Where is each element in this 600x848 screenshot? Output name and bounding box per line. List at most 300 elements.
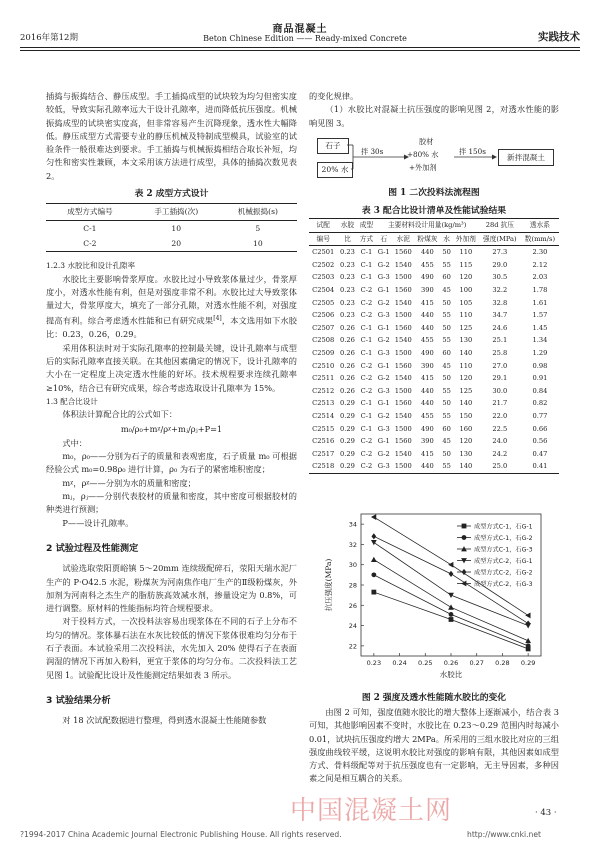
journal-title-cn: 商品混凝土 bbox=[272, 24, 328, 35]
table3-cell: 0.23 bbox=[339, 311, 355, 320]
table3-cell: C-2 bbox=[360, 361, 373, 370]
figure2-caption: 图 2 强度及透水性能随水胶比的变化 bbox=[361, 693, 507, 703]
table-row bbox=[309, 322, 559, 335]
table3-header: 方式 bbox=[359, 234, 374, 243]
table3-cell: 50 bbox=[442, 298, 451, 307]
y-tick-label: 22 bbox=[348, 642, 357, 651]
table3-cell: 110 bbox=[459, 311, 473, 320]
table3-cell: 55 bbox=[442, 260, 451, 269]
table3-cell: 32.2 bbox=[492, 285, 508, 294]
table3-cell: 1.61 bbox=[532, 298, 548, 307]
table3-cell: C2517 bbox=[312, 449, 335, 458]
table3-cell: 50 bbox=[442, 399, 451, 408]
table3-cell: C-2 bbox=[360, 285, 373, 294]
table3-cell: 415 bbox=[421, 298, 434, 307]
table3-cell: G-2 bbox=[377, 449, 390, 458]
legend-marker bbox=[462, 535, 467, 540]
table3-cell: 29.0 bbox=[492, 260, 508, 269]
left-column bbox=[46, 90, 297, 728]
table3-cell: 55 bbox=[442, 311, 451, 320]
table3-cell: G-1 bbox=[377, 323, 390, 332]
table3-cell: 25.0 bbox=[492, 462, 508, 471]
table3-header: 外加剂 bbox=[455, 234, 476, 243]
table3-header: 主要材料设计用量(kg/m³) bbox=[376, 219, 479, 233]
table3-cell: G-1 bbox=[377, 437, 390, 446]
table3-cell: 140 bbox=[459, 462, 473, 471]
table3-cell: 1.29 bbox=[532, 348, 548, 357]
table2-cell: 5 bbox=[255, 223, 261, 233]
table2-cell: C-1 bbox=[83, 223, 97, 233]
paragraph: 体积法计算配合比的公式如下： bbox=[62, 409, 178, 420]
table3-cell: 0.29 bbox=[339, 449, 355, 458]
table2-cell: 10 bbox=[253, 238, 263, 248]
table3-header: 粉煤灰 bbox=[417, 234, 438, 243]
table3-cell: 0.26 bbox=[339, 386, 355, 395]
table3-header: 石 bbox=[380, 234, 388, 243]
right-column-text bbox=[309, 90, 559, 130]
table2-header: 手工插捣(次) bbox=[154, 207, 199, 217]
arrow-label-30s: 拌 30s bbox=[361, 147, 384, 156]
binder-label: 胶材 bbox=[419, 137, 434, 146]
cnki-link[interactable]: http://www.cnki.net bbox=[467, 830, 541, 839]
table3-cell: 25.8 bbox=[492, 348, 508, 357]
paragraph: 插捣与振捣结合、静压成型。手工插捣成型的试块较为均匀但密实度较低，导致实际孔隙率远大于设计孔隙率，进而降低抗压强度。机械振捣成型的试块密实度高，但非常容易产生沉降现象，透水性大幅降低。静压成型方式需要专业的静压机械及特制成型模具，试验室的试验条件一般很难达到要求。手工插捣与机械振捣相结合取长补短，均匀性和密实性兼顾，本文采用该方法进行成型，具体的插捣次数见表 2。 bbox=[46, 91, 297, 181]
table3-header: 比 bbox=[344, 234, 351, 243]
table3-header: 28d 抗压 bbox=[485, 221, 514, 229]
table3-cell: C2509 bbox=[312, 348, 335, 357]
table3-cell: 1560 bbox=[394, 285, 412, 294]
table3-cell: 130 bbox=[459, 449, 473, 458]
table3-cell: 24.2 bbox=[492, 449, 508, 458]
table3-cell: C-1 bbox=[360, 399, 373, 408]
table3-header: 透水系 bbox=[529, 221, 550, 229]
table3-cell: 440 bbox=[421, 323, 434, 332]
table3-cell: 27.3 bbox=[492, 248, 508, 257]
table3-cell: 440 bbox=[421, 386, 434, 395]
y-tick-label: 30 bbox=[348, 561, 357, 570]
table3-cell: 45 bbox=[442, 285, 451, 294]
y-tick-label: 26 bbox=[348, 601, 357, 610]
table3-cell: 1500 bbox=[394, 311, 412, 320]
table3-cell: 1500 bbox=[394, 386, 412, 395]
legend-entry: 成型方式C-1，石G-3 bbox=[474, 546, 533, 554]
table3-header: 试配 bbox=[316, 221, 330, 229]
table3-cell: 1540 bbox=[394, 336, 412, 345]
fresh-concrete-box: 新拌混凝土 bbox=[498, 149, 554, 166]
table3-cell: 160 bbox=[459, 424, 473, 433]
table3-cell: 50 bbox=[442, 323, 451, 332]
watermark: 中国混凝土网 bbox=[290, 796, 453, 826]
x-tick-label: 0.28 bbox=[495, 659, 510, 667]
table3-cell: 29.1 bbox=[492, 374, 508, 383]
table3-cell: 0.29 bbox=[339, 462, 355, 471]
paragraph-text: ，本文选用如下水胶比：0.23，0.26，0.29。 bbox=[46, 316, 297, 340]
table3-cell: 0.91 bbox=[532, 374, 548, 383]
table3-cell: 0.29 bbox=[339, 437, 355, 446]
data-point bbox=[448, 604, 454, 609]
table3-cell: 45 bbox=[442, 437, 451, 446]
x-tick-label: 0.26 bbox=[443, 659, 459, 667]
table-row bbox=[309, 423, 559, 436]
table3-cell: 60 bbox=[442, 273, 451, 282]
right-column-bottom bbox=[309, 706, 559, 786]
paragraph: 式中： bbox=[62, 437, 87, 448]
arrow-label-150s: 拌 150s bbox=[459, 147, 486, 156]
y-tick-label: 34 bbox=[348, 520, 357, 529]
table3-cell: 2.30 bbox=[532, 248, 548, 257]
table-row bbox=[309, 334, 559, 347]
table3-cell: C-1 bbox=[360, 424, 373, 433]
table3-cell: C2504 bbox=[312, 285, 335, 294]
table3-cell: 455 bbox=[421, 260, 434, 269]
table3-cell: 0.23 bbox=[339, 248, 355, 257]
table3-header: 数(mm/s) bbox=[524, 234, 556, 243]
table3-cell: C-1 bbox=[360, 248, 373, 257]
data-point bbox=[448, 593, 454, 598]
table-row bbox=[309, 372, 559, 385]
table3-cell: 34.7 bbox=[492, 311, 508, 320]
table3-cell: C2510 bbox=[312, 361, 335, 370]
table3-cell: 0.56 bbox=[532, 437, 548, 446]
table3-cell: 1500 bbox=[394, 424, 412, 433]
table3-cell: 55 bbox=[442, 336, 451, 345]
table3-cell: 1.78 bbox=[532, 285, 548, 294]
table3-header: 强度(MPa) bbox=[483, 234, 517, 243]
table3-cell: G-3 bbox=[377, 273, 390, 282]
table3-cell: 455 bbox=[421, 336, 434, 345]
table3-cell: 22.0 bbox=[492, 411, 508, 420]
table3-cell: C2501 bbox=[312, 248, 335, 257]
subsection-heading: 1.2.3 水胶比和设计孔隙率 bbox=[46, 261, 135, 271]
table-row bbox=[309, 385, 559, 398]
data-point bbox=[525, 613, 530, 619]
table-row bbox=[309, 347, 559, 360]
table3-cell: 140 bbox=[459, 348, 473, 357]
legend-marker bbox=[462, 524, 467, 529]
table-row bbox=[309, 309, 559, 322]
table3-cell: C2514 bbox=[312, 411, 335, 420]
table3-cell: 0.23 bbox=[339, 298, 355, 307]
data-point bbox=[371, 590, 376, 595]
table3-cell: 1560 bbox=[394, 399, 412, 408]
y-tick-label: 32 bbox=[348, 540, 357, 549]
table-row bbox=[309, 460, 559, 473]
formula: m₀/ρ₀+mᵡ/ρᵡ+mⱼ/ρⱼ+P=1 bbox=[120, 423, 223, 434]
table3-cell: C-1 bbox=[360, 348, 373, 357]
table3-cell: C-1 bbox=[360, 336, 373, 345]
x-tick-label: 0.27 bbox=[469, 659, 484, 667]
table3-caption: 表 3 配合比设计清单及性能试验结果 bbox=[361, 206, 507, 216]
legend-entry: 成型方式C-2，石G-2 bbox=[474, 569, 533, 577]
table3-cell: G-1 bbox=[377, 285, 390, 294]
table3-cell: 0.23 bbox=[339, 285, 355, 294]
paragraph: 对 18 次试配数据进行整理，得到透水混凝土性能随参数 bbox=[62, 715, 267, 726]
table3-cell: 105 bbox=[459, 298, 473, 307]
figure1-caption: 图 1 二次投料法流程图 bbox=[388, 188, 480, 198]
table3-cell: 45 bbox=[442, 361, 451, 370]
table3-cell: 150 bbox=[459, 411, 473, 420]
table3-cell: 490 bbox=[421, 424, 434, 433]
table3-cell: G-1 bbox=[377, 248, 390, 257]
table-row bbox=[309, 284, 559, 297]
table-row bbox=[309, 360, 559, 373]
x-tick-label: 0.24 bbox=[392, 659, 407, 667]
legend-entry: 成型方式C-2，石G-3 bbox=[474, 581, 533, 588]
table3-cell: G-2 bbox=[377, 374, 390, 383]
table3-cell: C2513 bbox=[312, 399, 335, 408]
data-point bbox=[371, 540, 377, 545]
data-point bbox=[526, 620, 531, 626]
table-row bbox=[309, 297, 559, 310]
paragraph: mⱼ，ρⱼ——分别代表胶材的质量和密度，其中密度可根据胶材的种类进行预测； bbox=[46, 491, 297, 515]
table3-header: 水泥 bbox=[396, 234, 410, 243]
paragraph bbox=[46, 273, 297, 342]
table3-cell: 0.66 bbox=[532, 424, 548, 433]
table3-cell: 25.1 bbox=[492, 336, 508, 345]
table3-cell: 140 bbox=[459, 399, 473, 408]
table3-cell: 0.23 bbox=[339, 260, 355, 269]
section-label: 实践技术 bbox=[538, 31, 580, 43]
data-point bbox=[371, 557, 377, 562]
table3-cell: C-1 bbox=[360, 323, 373, 332]
x-tick-label: 0.29 bbox=[520, 659, 536, 667]
paragraph-text: 水胶比主要影响骨浆厚度。水胶比过小导致浆体量过少，骨浆厚度小，对透水性能有利，但是对强度非常不利。水胶比过大导致浆体量过大，骨浆厚度大，填充了一部分孔隙，对透水性能不利，对强度提高有利。综合考虑透水性能和已有研究成果 bbox=[46, 273, 297, 327]
table3-cell: C2503 bbox=[312, 273, 335, 282]
table2-cell: 20 bbox=[171, 238, 182, 248]
table3-cell: 1540 bbox=[394, 260, 412, 269]
table3-cell: 390 bbox=[421, 361, 434, 370]
table3-cell: 0.47 bbox=[532, 449, 548, 458]
table3-cell: G-1 bbox=[377, 361, 390, 370]
data-point bbox=[449, 617, 454, 622]
table3-cell: C2511 bbox=[312, 374, 335, 383]
table3-cell: 0.41 bbox=[532, 462, 548, 471]
table3-cell: 1560 bbox=[394, 437, 412, 446]
table3-cell: C-2 bbox=[360, 449, 373, 458]
table3-cell: 0.26 bbox=[339, 361, 355, 370]
water-box: 20% 水 bbox=[317, 162, 353, 178]
table3-cell: C-2 bbox=[360, 374, 373, 383]
table3-cell: C-1 bbox=[360, 260, 373, 269]
table3-cell: G-3 bbox=[377, 348, 390, 357]
subsection-heading: 1.3 配合比设计 bbox=[46, 396, 98, 406]
table3-cell: C2506 bbox=[312, 311, 335, 320]
table3-cell: 1.45 bbox=[532, 323, 548, 332]
y-tick-label: 24 bbox=[348, 622, 357, 631]
table3-cell: 1560 bbox=[394, 361, 412, 370]
paragraph: （1）水胶比对混凝土抗压强度的影响见图 2，对透水性能的影响见图 3。 bbox=[309, 104, 559, 128]
table3-cell: 0.98 bbox=[532, 361, 548, 370]
table3-cell: 115 bbox=[459, 260, 473, 269]
table3-cell: G-3 bbox=[377, 462, 390, 471]
table3-cell: C-2 bbox=[360, 298, 373, 307]
table3-cell: 125 bbox=[459, 323, 473, 332]
table3-cell: 125 bbox=[459, 386, 473, 395]
table3-cell: 120 bbox=[459, 437, 473, 446]
table3-cell: 440 bbox=[421, 399, 434, 408]
table3-cell: G-2 bbox=[377, 298, 390, 307]
table-row bbox=[309, 271, 559, 284]
table3-cell: 490 bbox=[421, 273, 434, 282]
table-row bbox=[309, 259, 559, 272]
table3-cell: 0.77 bbox=[532, 411, 548, 420]
table3-cell: G-2 bbox=[377, 260, 390, 269]
table-row bbox=[309, 410, 559, 423]
citation: [4] bbox=[213, 315, 222, 323]
table3-cell: 21.7 bbox=[492, 399, 508, 408]
table3-cell: C2516 bbox=[312, 437, 335, 446]
table3-header: 成型 bbox=[359, 221, 374, 229]
table3-cell: 1.57 bbox=[532, 311, 548, 320]
table3-cell: 130 bbox=[459, 336, 473, 345]
table3-cell: 1540 bbox=[394, 374, 412, 383]
table3-cell: 60 bbox=[442, 424, 451, 433]
stone-box: 石子 bbox=[317, 138, 349, 154]
table3-cell: C-2 bbox=[360, 311, 373, 320]
table3-cell: C-2 bbox=[360, 437, 373, 446]
table3 bbox=[309, 218, 559, 474]
table3-cell: C2515 bbox=[312, 424, 335, 433]
header-rule bbox=[20, 47, 580, 48]
table3-cell: 24.6 bbox=[492, 323, 508, 332]
issue-label: 2016年第12期 bbox=[20, 33, 78, 43]
data-point bbox=[449, 612, 454, 617]
table3-cell: 1540 bbox=[394, 411, 412, 420]
table3-cell: 50 bbox=[442, 449, 451, 458]
y-axis-label: 抗压强度(MPa) bbox=[324, 558, 333, 612]
table3-cell: C2507 bbox=[312, 323, 335, 332]
table3-cell: 30.5 bbox=[492, 273, 508, 282]
data-point bbox=[526, 643, 531, 648]
x-tick-label: 0.25 bbox=[418, 659, 433, 667]
page-number: · 43 · bbox=[535, 808, 557, 818]
table3-cell: C2512 bbox=[312, 386, 335, 395]
paragraph: 试验选取荥阳贾峪镇 5～20mm 连续级配碎石，荥阳天瑞水泥厂生产的 P·O42.5 水泥，粉煤灰为河南焦作电厂生产的Ⅱ级粉煤灰，外加剂为河南科之杰生产的脂肪族高效减水剂，掺量设定为 0.8%，可进行调整。原材料的性能指标均符合规程要求。 bbox=[46, 563, 297, 614]
table3-cell: 0.26 bbox=[339, 348, 355, 357]
table3-cell: 0.82 bbox=[532, 399, 548, 408]
data-point bbox=[371, 514, 376, 520]
flow-diagram bbox=[309, 136, 559, 180]
table3-cell: 0.26 bbox=[339, 374, 355, 383]
table3-cell: 1540 bbox=[394, 449, 412, 458]
table3-cell: 22.5 bbox=[492, 424, 508, 433]
table3-cell: 30.0 bbox=[492, 386, 508, 395]
paragraph: m₀，ρ₀——分别为石子的质量和表观密度，石子质量 m₀ 可根据经验公式 m₀=0.98ρ₀ 进行计算，ρ₀ 为石子的紧密堆积密度； bbox=[46, 451, 297, 475]
table3-cell: 120 bbox=[459, 374, 473, 383]
table3-cell: 1560 bbox=[394, 248, 412, 257]
table3-cell: C-1 bbox=[360, 273, 373, 282]
table3-cell: 55 bbox=[442, 411, 451, 420]
data-point bbox=[371, 533, 376, 539]
legend-entry: 成型方式C-1，石G-2 bbox=[474, 535, 533, 542]
table3-cell: 0.84 bbox=[532, 386, 548, 395]
table3-cell: 110 bbox=[459, 361, 473, 370]
table3-cell: G-3 bbox=[377, 386, 390, 395]
journal-title-en: Beton Chinese Edition —— Ready-mixed Concrete bbox=[203, 34, 407, 43]
table3-cell: 1500 bbox=[394, 348, 412, 357]
water80-label: +80% 水 bbox=[407, 150, 439, 159]
table3-cell: 100 bbox=[459, 285, 473, 294]
header-rule-thin bbox=[20, 50, 580, 51]
legend-marker bbox=[461, 581, 466, 587]
table3-cell: 50 bbox=[442, 374, 451, 383]
table-row bbox=[309, 397, 559, 410]
data-point bbox=[525, 638, 531, 643]
table3-cell: G-2 bbox=[377, 411, 390, 420]
legend-entry: 成型方式C-2，石G-1 bbox=[474, 558, 533, 565]
data-point bbox=[448, 562, 453, 568]
x-axis-label: 水胶比 bbox=[439, 670, 463, 679]
table3-cell: 50 bbox=[442, 248, 451, 257]
paragraph: P——设计孔隙率。 bbox=[62, 517, 134, 528]
table2-caption: 表 2 成型方式设计 bbox=[134, 189, 209, 200]
table3-cell: C2505 bbox=[312, 298, 335, 307]
table3-cell: 0.23 bbox=[339, 273, 355, 282]
data-point bbox=[449, 571, 454, 577]
table3-cell: G-1 bbox=[377, 399, 390, 408]
table3-cell: 0.26 bbox=[339, 336, 355, 345]
table3-header: 编号 bbox=[316, 234, 330, 243]
table3-cell: 60 bbox=[442, 348, 451, 357]
table3-cell: 2.03 bbox=[532, 273, 548, 282]
section-heading: 2 试验过程及性能测定 bbox=[46, 542, 139, 554]
y-tick-label: 28 bbox=[348, 581, 357, 590]
paragraph: 对于投料方式，一次投料法容易出现浆体在不同的石子上分布不均匀的情况。浆体暴石法在水灰比较低的情况下浆体很难均匀分布于石子表面。本试验采用二次投料法，水先加入 20% 使得石子在表面润湿的情况下再加入粉料，更宜于浆体的均匀分布。二次投料法工艺见图 1。试验配比设计及性能测定结果如表 3 所示。 bbox=[46, 616, 297, 680]
table3-cell: C-2 bbox=[360, 462, 373, 471]
table3-cell: C-1 bbox=[360, 411, 373, 420]
data-point bbox=[371, 572, 376, 577]
table3-cell: 1560 bbox=[394, 323, 412, 332]
table3-cell: 1500 bbox=[394, 273, 412, 282]
paragraph: mᵡ，ρᵡ——分别为水的质量和密度； bbox=[62, 477, 196, 488]
table3-cell: C-2 bbox=[360, 386, 373, 395]
table2-header: 机械振捣(s) bbox=[237, 207, 278, 217]
table3-cell: 440 bbox=[421, 248, 434, 257]
paragraph: 采用体积法时对于实际孔隙率的控制最关键，设计孔隙率与成型后的实际孔隙率直接关联。在其他因素确定的情况下，设计孔隙率的大小在一定程度上决定透水性能的好坏。技术规程要求连续孔隙率≥10%，结合已有研究成果，综合考虑选取设计孔隙率为 15%。 bbox=[46, 342, 297, 393]
table-row bbox=[309, 448, 559, 461]
table3-cell: 24.0 bbox=[492, 437, 508, 446]
table3-cell: 0.26 bbox=[339, 323, 355, 332]
table3-cell: 0.29 bbox=[339, 424, 355, 433]
table3-cell: 0.29 bbox=[339, 411, 355, 420]
table2-cell: C-2 bbox=[83, 238, 97, 248]
table3-cell: 55 bbox=[442, 462, 451, 471]
table3-cell: C2502 bbox=[312, 260, 335, 269]
table2 bbox=[46, 203, 297, 252]
table-row bbox=[309, 246, 559, 259]
paragraph: 由图 2 可知，强度值随水胶比的增大整体上逐渐减小，结合表 3 可知，其他影响因素不变时，水胶比在 0.23～0.29 范围内时每减小 0.01，试块抗压强度约增大 2MPa。所采用的三组水胶比对应的三组强度曲线较平缓，这说明水胶比对强度的影响有限，其他因素如成型方式、骨料级配等对于抗压强度也有一定影响，无主导因素，多种因素之间是相互耦合的关系。 bbox=[309, 707, 559, 784]
table3-cell: 390 bbox=[421, 285, 434, 294]
table3-cell: 2.12 bbox=[532, 260, 548, 269]
table3-cell: 415 bbox=[421, 449, 434, 458]
table3-cell: 490 bbox=[421, 348, 434, 357]
table3-cell: G-3 bbox=[377, 424, 390, 433]
strength-chart bbox=[309, 508, 559, 686]
section-heading: 3 试验结果分析 bbox=[46, 694, 111, 706]
table3-cell: 0.29 bbox=[339, 399, 355, 408]
table3-cell: 1540 bbox=[394, 298, 412, 307]
table2-cell: 10 bbox=[171, 223, 182, 233]
table2-header: 成型方式编号 bbox=[67, 207, 113, 217]
table-row bbox=[309, 435, 559, 448]
table3-cell: C2518 bbox=[312, 462, 335, 471]
table3-cell: 390 bbox=[421, 437, 434, 446]
table3-cell: 1500 bbox=[394, 462, 412, 471]
table3-cell: 440 bbox=[421, 462, 434, 471]
copyright-line: ?1994-2017 China Academic Journal Electronic Publishing House. All rights reserved. bbox=[20, 830, 342, 839]
table3-cell: G-2 bbox=[377, 336, 390, 345]
table3-wrapper bbox=[309, 218, 559, 474]
